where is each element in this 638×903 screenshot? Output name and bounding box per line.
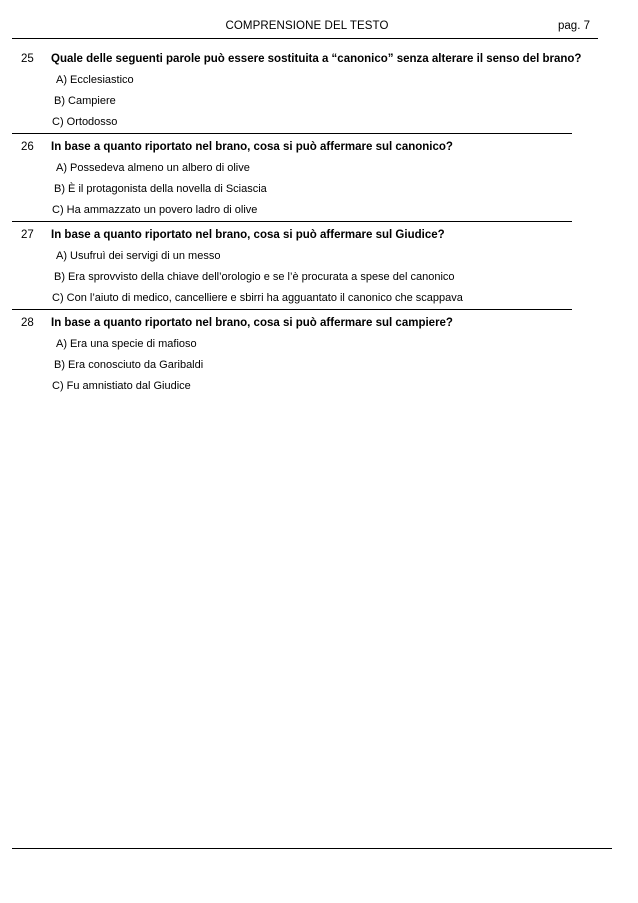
question-number: 26 (21, 141, 34, 153)
page-number: pag. 7 (558, 20, 590, 32)
footer-divider (12, 848, 612, 849)
question-26 (0, 141, 638, 229)
answer-option-a: A) Usufruì dei servigi di un messo (56, 250, 221, 262)
answer-option-a: A) Era una specie di mafioso (56, 338, 197, 350)
answer-option-b: B) Era conosciuto da Garibaldi (54, 359, 204, 371)
question-divider (12, 133, 572, 134)
question-divider (12, 221, 572, 222)
question-25 (0, 53, 638, 141)
answer-option-a: A) Possedeva almeno un albero di olive (56, 162, 250, 174)
question-list (0, 53, 638, 405)
question-number: 27 (21, 229, 34, 241)
answer-option-b: B) Era sprovvisto della chiave dell’orologio e se l’è procurata a spese del canonico (54, 271, 455, 283)
question-text: In base a quanto riportato nel brano, cosa si può affermare sul canonico? (51, 141, 453, 153)
answer-option-b: B) Campiere (54, 95, 116, 107)
question-divider (12, 309, 572, 310)
question-text: Quale delle seguenti parole può essere sostituita a “canonico” senza alterare il senso del brano? (51, 53, 582, 65)
question-number: 28 (21, 317, 34, 329)
question-text: In base a quanto riportato nel brano, cosa si può affermare sul campiere? (51, 317, 453, 329)
answer-option-b: B) È il protagonista della novella di Sciascia (54, 183, 267, 195)
answer-option-c: C) Ha ammazzato un povero ladro di olive (52, 204, 258, 216)
question-28 (0, 317, 638, 405)
header-title: COMPRENSIONE DEL TESTO (225, 20, 389, 32)
answer-option-c: C) Con l’aiuto di medico, cancelliere e sbirri ha agguantato il canonico che scappava (52, 292, 463, 304)
answer-option-a: A) Ecclesiastico (56, 74, 134, 86)
question-27 (0, 229, 638, 317)
question-number: 25 (21, 53, 34, 65)
header-divider (12, 38, 598, 39)
question-text: In base a quanto riportato nel brano, cosa si può affermare sul Giudice? (51, 229, 445, 241)
answer-option-c: C) Fu amnistiato dal Giudice (52, 380, 191, 392)
answer-option-c: C) Ortodosso (52, 116, 118, 128)
